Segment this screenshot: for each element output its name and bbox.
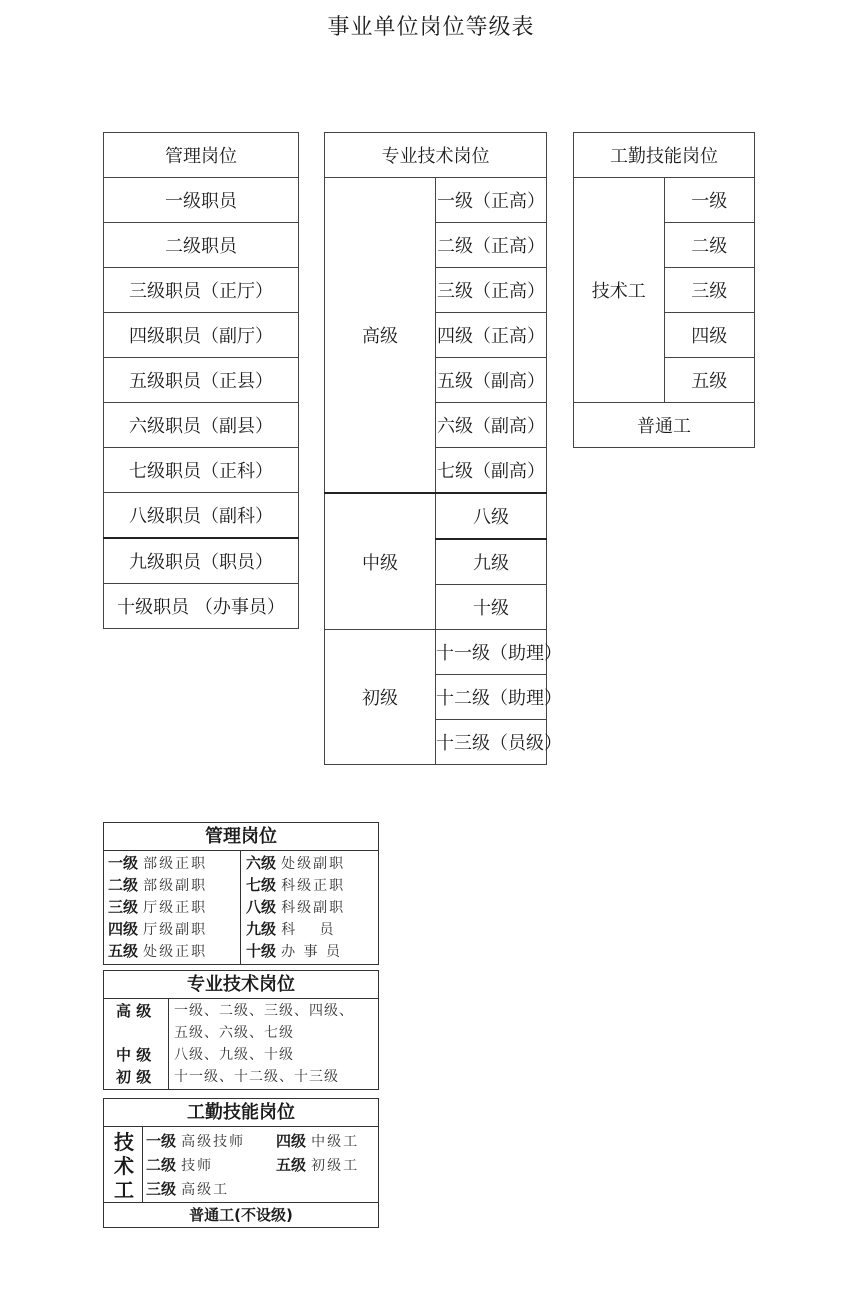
summary-management-row: 五级 处级正职 [108,942,208,960]
worker-row: 一级 [664,178,755,223]
management-row: 四级职员（副厅） [104,313,299,358]
summary-worker-row: 三级 高级工 [146,1180,230,1198]
professional-row: 十三级（员级） [436,720,547,765]
page-title: 事业单位岗位等级表 [327,15,535,40]
worker-group-label: 技术工 [574,178,665,403]
management-row: 十级职员 （办事员） [104,584,299,629]
summary-management-panel [103,822,379,965]
summary-management-row: 六级 处级副职 [246,854,346,872]
professional-row: 九级 [436,539,547,585]
professional-row: 三级（正高） [436,268,547,313]
professional-row: 四级（正高） [436,313,547,358]
management-row: 六级职员（副县） [104,403,299,448]
worker-row: 三级 [664,268,755,313]
summary-management-row: 三级 厅级正职 [108,898,208,916]
summary-level-label: 初 级 [116,1068,152,1086]
professional-row: 一级（正高） [436,178,547,223]
summary-worker-panel [103,1098,379,1228]
summary-professional-panel [103,970,379,1090]
summary-management-row: 一级 部级正职 [108,854,208,872]
summary-worker-row: 二级 技师 [146,1156,214,1174]
summary-management-row: 四级 厅级副职 [108,920,208,938]
professional-row: 六级（副高） [436,403,547,448]
summary-level-grades: 十一级、十二级、十三级 [174,1069,339,1085]
summary-management-row: 二级 部级副职 [108,876,208,894]
summary-worker-header: 工勤技能岗位 [104,1099,378,1127]
summary-professional-divider [168,998,169,1089]
management-row: 九级职员（职员） [104,538,299,584]
summary-worker-side-label: 技 [114,1130,134,1154]
summary-management-row: 十级 办 事 员 [246,942,343,960]
professional-row: 十一级（助理） [436,630,547,675]
worker-row: 二级 [664,223,755,268]
professional-row: 二级（正高） [436,223,547,268]
summary-level-label: 高 级 [116,1002,152,1020]
management-row: 三级职员（正厅） [104,268,299,313]
management-row: 一级职员 [104,178,299,223]
worker-general: 普通工 [574,403,755,448]
worker-row: 四级 [664,313,755,358]
professional-row: 十二级（助理） [436,675,547,720]
summary-worker-row: 一级 高级技师 [146,1132,246,1150]
worker-table [573,132,755,448]
summary-worker-row: 五级 初级工 [276,1156,360,1174]
professional-row: 十级 [436,585,547,630]
summary-level-grades: 五级、六级、七级 [174,1025,294,1041]
professional-row: 五级（副高） [436,358,547,403]
summary-management-divider [240,850,241,964]
summary-worker-side-label: 工 [114,1178,134,1202]
management-row: 七级职员（正科） [104,448,299,493]
level-intermediate: 中级 [325,493,436,630]
summary-professional-header: 专业技术岗位 [104,971,378,999]
professional-table [324,132,562,765]
management-header: 管理岗位 [104,133,299,178]
management-row: 二级职员 [104,223,299,268]
management-table [103,132,299,629]
summary-worker-row: 四级 中级工 [276,1132,360,1150]
summary-worker-divider [142,1126,143,1202]
worker-row: 五级 [664,358,755,403]
summary-management-header: 管理岗位 [104,823,378,851]
summary-worker-side-label: 术 [114,1154,134,1178]
professional-header: 专业技术岗位 [325,133,547,178]
level-senior: 高级 [325,178,436,494]
professional-row: 八级 [436,493,547,539]
professional-row: 七级（副高） [436,448,547,494]
summary-level-label: 中 级 [116,1046,152,1064]
summary-management-row: 七级 科级正职 [246,876,346,894]
level-junior: 初级 [325,630,436,765]
summary-level-grades: 八级、九级、十级 [174,1047,294,1063]
summary-management-row: 八级 科级副职 [246,898,346,916]
management-row: 五级职员（正县） [104,358,299,403]
summary-worker-footer: 普通工(不设级) [104,1202,378,1227]
summary-level-grades: 一级、二级、三级、四级、 [174,1003,354,1019]
management-row: 八级职员（副科） [104,493,299,539]
summary-management-row: 九级 科 员 [246,920,336,938]
worker-header: 工勤技能岗位 [574,133,755,178]
